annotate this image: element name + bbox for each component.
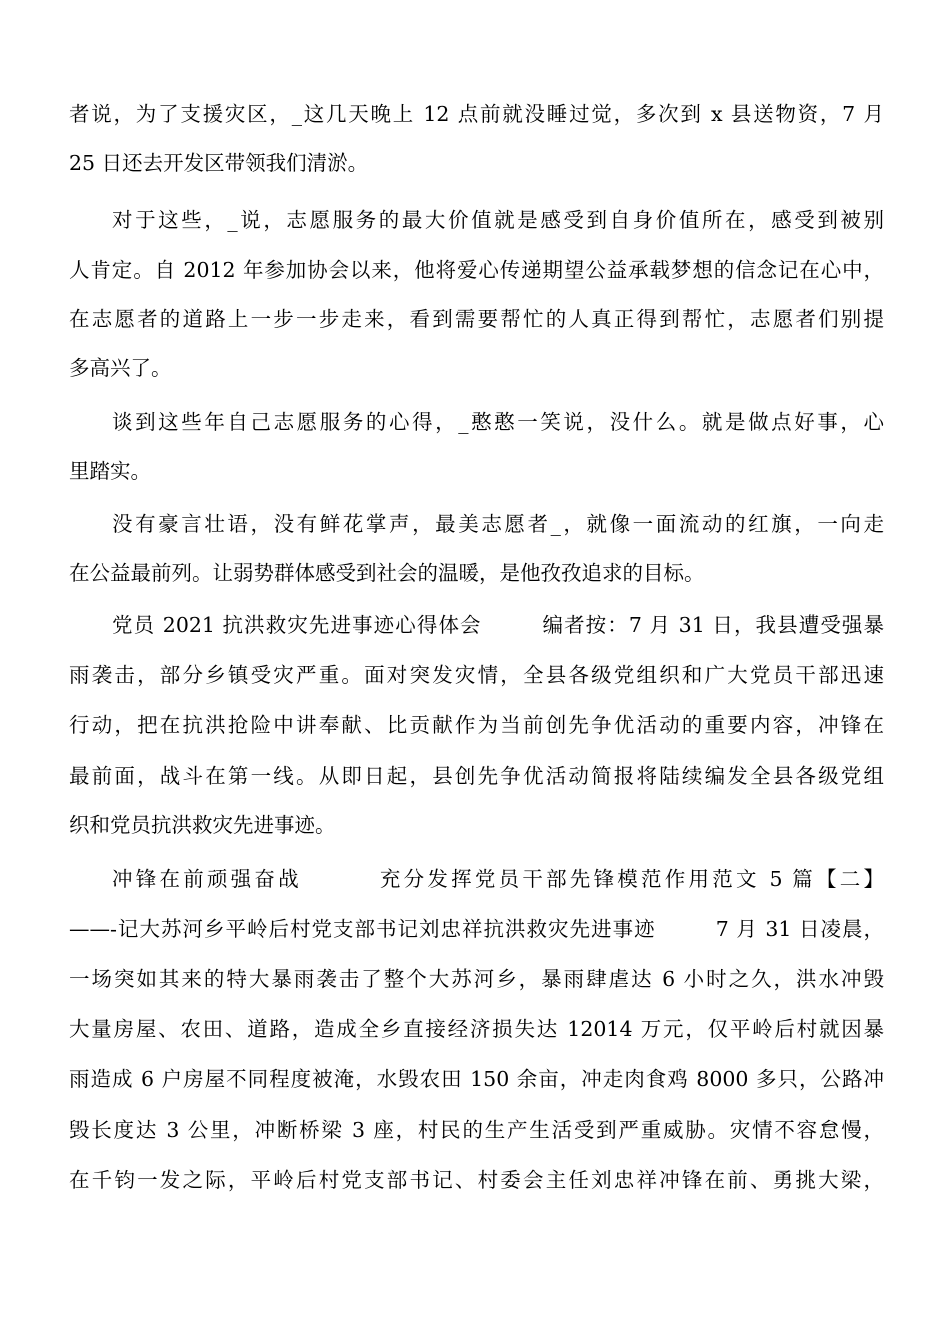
text-line: 织和党员抗洪救灾先进事迹。 (69, 813, 336, 837)
text-line: 在志愿者的道路上一步一步走来，看到需要帮忙的人真正得到帮忙，志愿者们别提 (69, 307, 884, 331)
text-line: 没有豪言壮语，没有鲜花掌声，最美志愿者_，就像一面流动的红旗，一向走 (112, 512, 884, 536)
text-line: 毁长度达 3 公里，冲断桥梁 3 座，村民的生产生活受到严重威胁。灾情不容怠慢， (69, 1118, 884, 1142)
text-line: 雨造成 6 户房屋不同程度被淹，水毁农田 150 余亩，冲走肉食鸡 8000 多只，公路冲 (69, 1067, 884, 1091)
text-line: 党员 2021 抗洪救灾先进事迹心得体会 编者按：7 月 31 日，我县遭受强暴 (112, 613, 884, 637)
text-line: ——-记大苏河乡平岭后村党支部书记刘忠祥抗洪救灾先进事迹 7 月 31 日凌晨， (69, 917, 884, 941)
text-line: 对于这些，_说，志愿服务的最大价值就是感受到自身价值所在，感受到被别 (112, 208, 884, 232)
text-line: 在千钧一发之际，平岭后村党支部书记、村委会主任刘忠祥冲锋在前、勇挑大梁， (69, 1168, 884, 1192)
text-line: 多高兴了。 (69, 356, 172, 380)
text-line: 人肯定。自 2012 年参加协会以来，他将爱心传递期望公益承载梦想的信念记在心中， (69, 258, 884, 282)
text-line: 雨袭击，部分乡镇受灾严重。面对突发灾情，全县各级党组织和广大党员干部迅速 (69, 663, 884, 687)
text-line: 行动，把在抗洪抢险中讲奉献、比贡献作为当前创先争优活动的重要内容，冲锋在 (69, 713, 884, 737)
text-line: 一场突如其来的特大暴雨袭击了整个大苏河乡，暴雨肆虐达 6 小时之久，洪水冲毁 (69, 967, 884, 991)
text-line: 里踏实。 (69, 459, 151, 483)
text-line: 最前面，战斗在第一线。从即日起，县创先争优活动简报将陆续编发全县各级党组 (69, 764, 884, 788)
text-line: 冲锋在前顽强奋战 充分发挥党员干部先锋模范作用范文 5 篇【二】 (112, 867, 884, 891)
text-line: 25 日还去开发区带领我们清淤。 (69, 151, 369, 175)
text-line: 在公益最前列。让弱势群体感受到社会的温暖，是他孜孜追求的目标。 (69, 561, 705, 585)
text-line: 者说，为了支援灾区，_这几天晚上 12 点前就没睡过觉，多次到 x 县送物资，7 月 (69, 102, 884, 126)
text-line: 大量房屋、农田、道路，造成全乡直接经济损失达 12014 万元，仅平岭后村就因暴 (69, 1017, 884, 1041)
text-line: 谈到这些年自己志愿服务的心得，_憨憨一笑说，没什么。就是做点好事，心 (112, 410, 884, 434)
